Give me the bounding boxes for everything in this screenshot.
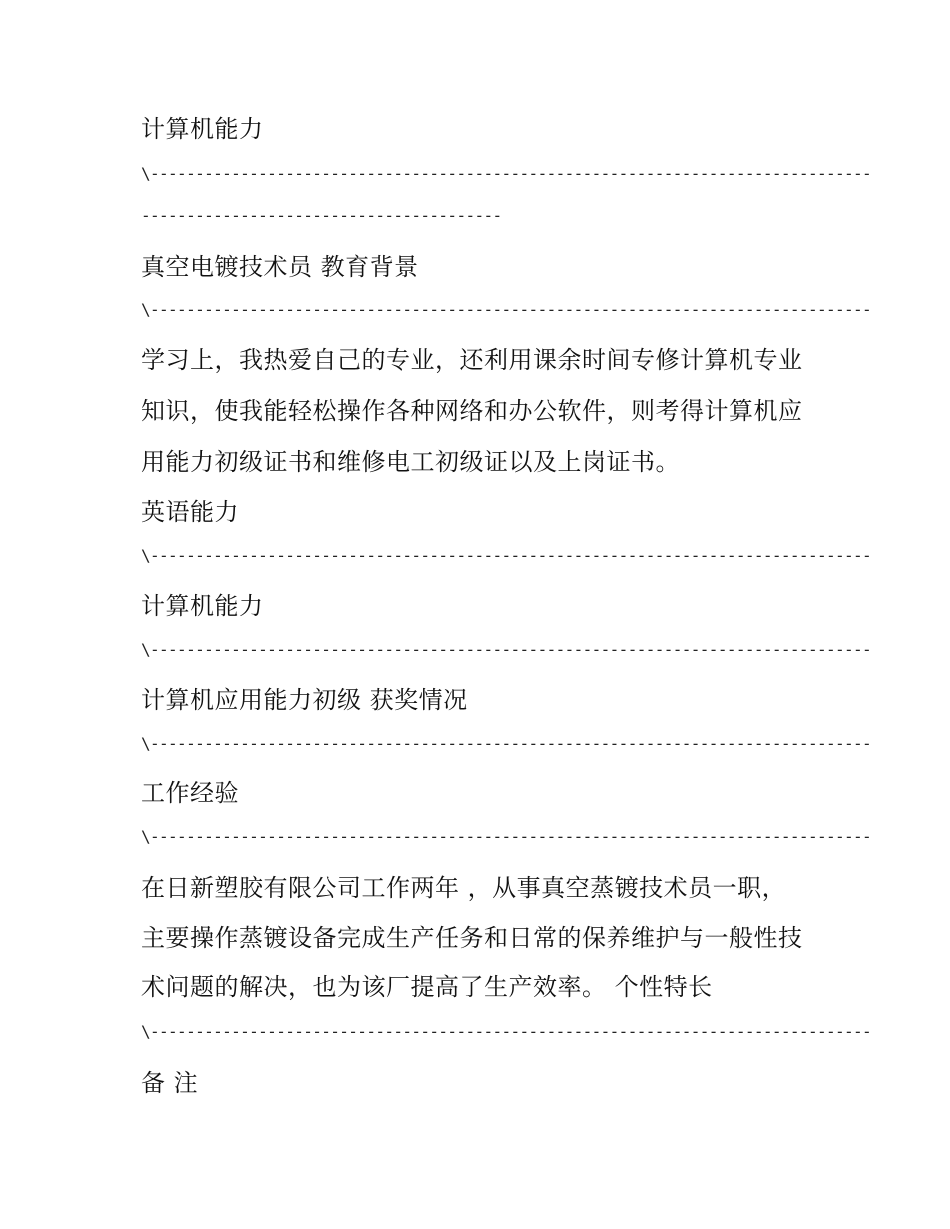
paragraph-line: 主要操作蒸镀设备完成生产任务和日常的保养维护与一般性技 [141,924,803,952]
separator-line-continuation: ---------------------------------------- [141,206,502,225]
separator-line: \-------------------------------------------------------------------------------- [141,300,872,319]
paragraph-line: 用能力初级证书和维修电工初级证以及上岗证书。 [141,448,680,476]
paragraph-line: 术问题的解决，也为该厂提高了生产效率。 个性特长 [141,973,713,1001]
paragraph-line: 知识，使我能轻松操作各种网络和办公软件，则考得计算机应 [141,397,803,425]
paragraph-line: 学习上，我热爱自己的专业，还利用课余时间专修计算机专业 [141,346,803,374]
separator-line: \-------------------------------------------------------------------------------- [141,1022,872,1041]
separator-line: \-------------------------------------------------------------------------------- [141,640,872,659]
separator-line: \-------------------------------------------------------------------------------- [141,827,872,846]
section-heading-english-skills: 英语能力 [141,498,239,526]
section-heading-remarks: 备 注 [141,1069,199,1097]
section-heading-awards: 计算机应用能力初级 获奖情况 [141,686,468,714]
section-heading-work-experience: 工作经验 [141,779,239,807]
section-heading-computer-skills: 计算机能力 [141,592,264,620]
separator-line: \-------------------------------------------------------------------------------- [141,734,872,753]
paragraph-line: 在日新塑胶有限公司工作两年 ，从事真空蒸镀技术员一职， [141,874,787,902]
separator-line: \-------------------------------------------------------------------------------- [141,546,872,565]
separator-line: \-------------------------------------------------------------------------------- [141,164,872,183]
section-heading-job-education: 真空电镀技术员 教育背景 [141,253,419,281]
section-heading-computer-skills: 计算机能力 [141,115,264,143]
